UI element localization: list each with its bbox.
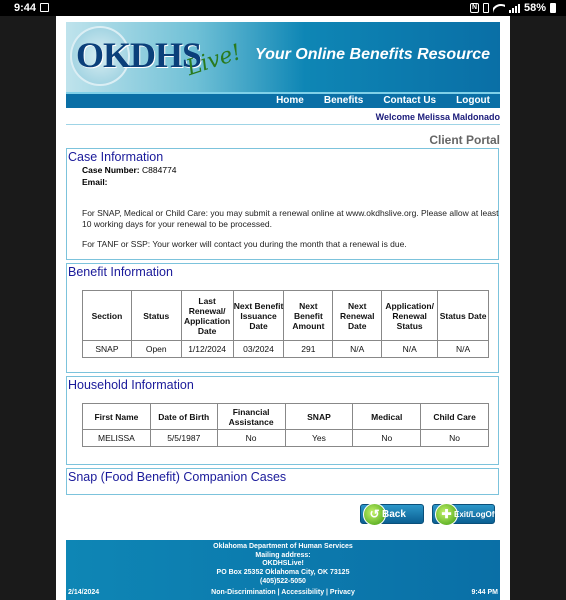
case-number-field (82, 165, 177, 175)
live-logo-script: Live! (183, 39, 245, 82)
case-number-label: Case Number: (82, 165, 140, 175)
table-cell: MELISSA (83, 430, 151, 447)
footer-time: 9:44 PM (471, 589, 498, 596)
nav-home[interactable]: Home (276, 95, 304, 106)
column-header: Next Renewal Date (333, 291, 382, 341)
household-information-section (66, 376, 499, 465)
footer-line: (405)522-5050 (260, 577, 306, 585)
column-header: Next Benefit Amount (284, 291, 333, 341)
table-cell: SNAP (83, 341, 132, 358)
column-header: Application/ Renewal Status (382, 291, 438, 341)
nav-benefits[interactable]: Benefits (323, 95, 364, 106)
nav-contact-us[interactable]: Contact Us (383, 95, 437, 106)
footer-address (66, 543, 500, 587)
nfc-icon: N (471, 4, 477, 11)
household-table (82, 403, 489, 447)
section-title: Case Information (68, 150, 164, 164)
column-header: Section (83, 291, 132, 341)
column-header: SNAP (285, 404, 353, 430)
table-row (83, 341, 489, 358)
section-title: Household Information (68, 378, 194, 392)
welcome-message: Welcome Melissa Maldonado (375, 112, 500, 122)
footer-line: Mailing address: (255, 551, 311, 559)
column-header: Date of Birth (150, 404, 217, 430)
wifi-icon (493, 3, 505, 13)
email-field (82, 177, 108, 187)
section-title: Benefit Information (68, 265, 173, 279)
signal-icon (509, 3, 520, 13)
back-arrow-icon: ↺ (363, 503, 386, 526)
case-information-section (66, 148, 499, 260)
okdhs-logo[interactable]: OKDHS (76, 35, 202, 75)
table-cell: No (353, 430, 421, 447)
footer-line: PO Box 25352 Oklahoma City, OK 73125 (216, 569, 350, 577)
footer-line: OKDHSLive! (262, 560, 304, 568)
benefit-table (82, 290, 489, 358)
column-header: Medical (353, 404, 421, 430)
column-header: First Name (83, 404, 151, 430)
exit-logoff-button[interactable] (432, 504, 498, 524)
client-portal-page (56, 16, 510, 600)
image-notification-icon (40, 3, 49, 12)
column-header: Next Benefit Issuance Date (233, 291, 284, 341)
nav-logout[interactable]: Logout (456, 95, 490, 106)
back-button-label: Back (382, 509, 406, 520)
column-header: Status Date (438, 291, 489, 341)
section-title: Snap (Food Benefit) Companion Cases (68, 470, 287, 484)
exit-icon: ✚ (435, 503, 458, 526)
table-cell: N/A (382, 341, 438, 358)
table-row (83, 430, 489, 447)
case-number-value: C884774 (142, 165, 177, 175)
table-cell: 03/2024 (233, 341, 284, 358)
table-cell: N/A (438, 341, 489, 358)
column-header: Status (131, 291, 181, 341)
table-cell: 1/12/2024 (181, 341, 233, 358)
back-button[interactable] (360, 504, 424, 524)
table-header-row (83, 291, 489, 341)
column-header: Financial Assistance (217, 404, 285, 430)
column-header: Last Renewal/ Application Date (181, 291, 233, 341)
vibrate-icon (483, 3, 489, 13)
table-cell: Yes (285, 430, 353, 447)
top-nav (66, 92, 500, 108)
table-cell: No (421, 430, 489, 447)
header-banner (66, 22, 500, 92)
table-cell: N/A (333, 341, 382, 358)
email-label: Email: (82, 177, 108, 187)
table-header-row (83, 404, 489, 430)
exit-button-label: Exit/LogOff (454, 510, 498, 519)
benefit-information-section (66, 263, 499, 373)
status-time: 9:44 (14, 2, 37, 14)
page-title: Client Portal (429, 133, 500, 147)
status-bar (0, 0, 566, 16)
footer-date: 2/14/2024 (68, 589, 100, 596)
table-cell: No (217, 430, 285, 447)
header-tagline: Your Online Benefits Resource (254, 46, 490, 63)
table-cell: 291 (284, 341, 333, 358)
snap-companion-section (66, 468, 499, 495)
column-header: Child Care (421, 404, 489, 430)
footer-line: Oklahoma Department of Human Services (213, 543, 353, 550)
battery-percent: 58% (523, 2, 546, 14)
footer (66, 540, 500, 600)
divider (66, 124, 500, 125)
renewal-note-tanf: For TANF or SSP: Your worker will contact you during the month that a renewal is due. (82, 239, 407, 249)
renewal-note-snap: For SNAP, Medical or Child Care: you may submit a renewal online at www.okdhslive.org. Please allow at least 10 working days for your renewal to be processed. (82, 208, 499, 229)
table-cell: Open (131, 341, 181, 358)
status-icons (470, 2, 556, 14)
table-cell: 5/5/1987 (150, 430, 217, 447)
battery-icon (550, 3, 556, 13)
footer-links[interactable]: Non-Discrimination | Accessibility | Privacy (211, 589, 355, 596)
